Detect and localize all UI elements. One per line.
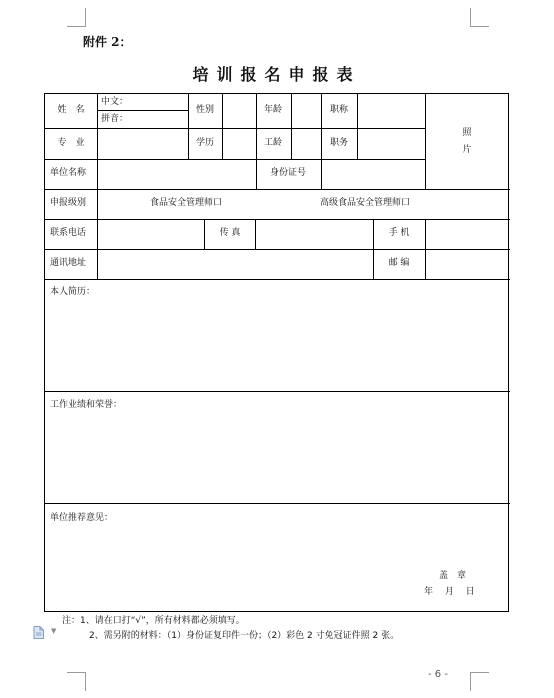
col-rule-5 xyxy=(291,94,292,159)
col-rule-7 xyxy=(357,94,358,159)
level-option-advanced[interactable]: 高级食品安全管理师口 xyxy=(320,198,411,208)
col-rule-3 xyxy=(222,94,223,159)
row-rule-1 xyxy=(45,128,425,129)
col-rule-photo xyxy=(425,94,426,189)
professional-title-label: 职称 xyxy=(329,105,349,115)
row-rule-7 xyxy=(45,391,510,392)
row-rule-8 xyxy=(45,503,510,504)
phone-label: 联系电话 xyxy=(50,228,87,238)
row-rule-3 xyxy=(45,189,510,190)
chevron-down-icon[interactable]: ▼ xyxy=(51,627,57,635)
chinese-name-label: 中文： xyxy=(101,97,129,107)
age-label: 年龄 xyxy=(263,105,283,115)
gender-label: 性别 xyxy=(195,105,215,115)
row-rule-5 xyxy=(45,249,510,250)
name-split-rule xyxy=(97,110,188,111)
pinyin-name-label: 拼音： xyxy=(101,114,129,124)
attachment-label: 附件 2： xyxy=(83,35,132,49)
crop-mark-bottom-left xyxy=(67,672,86,691)
note-line-2: 2、需另附的材料：（1）身份证复印件一份；（2）彩色 2 寸免冠证件照 2 张。 xyxy=(89,631,400,641)
col-rule-label xyxy=(97,94,98,279)
note-line-1: 注：1、请在口打“√”，所有材料都必须填写。 xyxy=(62,616,245,626)
page-title: 培训报名申报表 xyxy=(192,65,361,84)
achievement-label: 工作业绩和荣誉： xyxy=(50,400,123,410)
document-icon[interactable] xyxy=(33,626,44,639)
photo-label-char-1: 照 xyxy=(462,128,472,138)
col-rule-6 xyxy=(321,94,322,189)
resume-label: 本人简历： xyxy=(50,287,96,297)
col-rule-mobile-left xyxy=(373,219,374,279)
row-rule-6 xyxy=(45,279,510,280)
registration-form-table xyxy=(44,93,509,612)
recommendation-label: 单位推荐意见： xyxy=(50,513,114,523)
crop-mark-bottom-right xyxy=(470,672,489,691)
address-label: 通讯地址 xyxy=(50,258,87,268)
col-rule-fax-right xyxy=(255,219,256,249)
page-number: - 6 - xyxy=(428,669,448,680)
unit-name-label: 单位名称 xyxy=(50,168,87,178)
photo-label-char-2: 片 xyxy=(462,145,472,155)
col-rule-mobile-right xyxy=(425,219,426,279)
crop-mark-top-right xyxy=(470,8,489,27)
fax-label: 传 真 xyxy=(219,228,241,238)
major-label: 专 业 xyxy=(57,138,85,148)
level-option-basic[interactable]: 食品安全管理师口 xyxy=(150,198,223,208)
education-label: 学历 xyxy=(195,138,215,148)
date-label: 年 月 日 xyxy=(424,587,475,597)
name-label: 姓 名 xyxy=(57,105,85,115)
col-rule-4 xyxy=(256,94,257,189)
col-rule-fax-left xyxy=(204,219,205,249)
row-rule-4 xyxy=(45,219,510,220)
seal-label: 盖 章 xyxy=(439,571,467,581)
work-years-label: 工龄 xyxy=(263,138,283,148)
row-rule-2 xyxy=(45,159,425,160)
col-rule-2 xyxy=(188,94,189,159)
postcode-label: 邮 编 xyxy=(388,258,410,268)
id-number-label: 身份证号 xyxy=(269,168,307,178)
mobile-label: 手 机 xyxy=(388,228,410,238)
position-label: 职务 xyxy=(329,138,349,148)
level-label: 申报级别 xyxy=(50,198,87,208)
crop-mark-top-left xyxy=(67,8,86,27)
